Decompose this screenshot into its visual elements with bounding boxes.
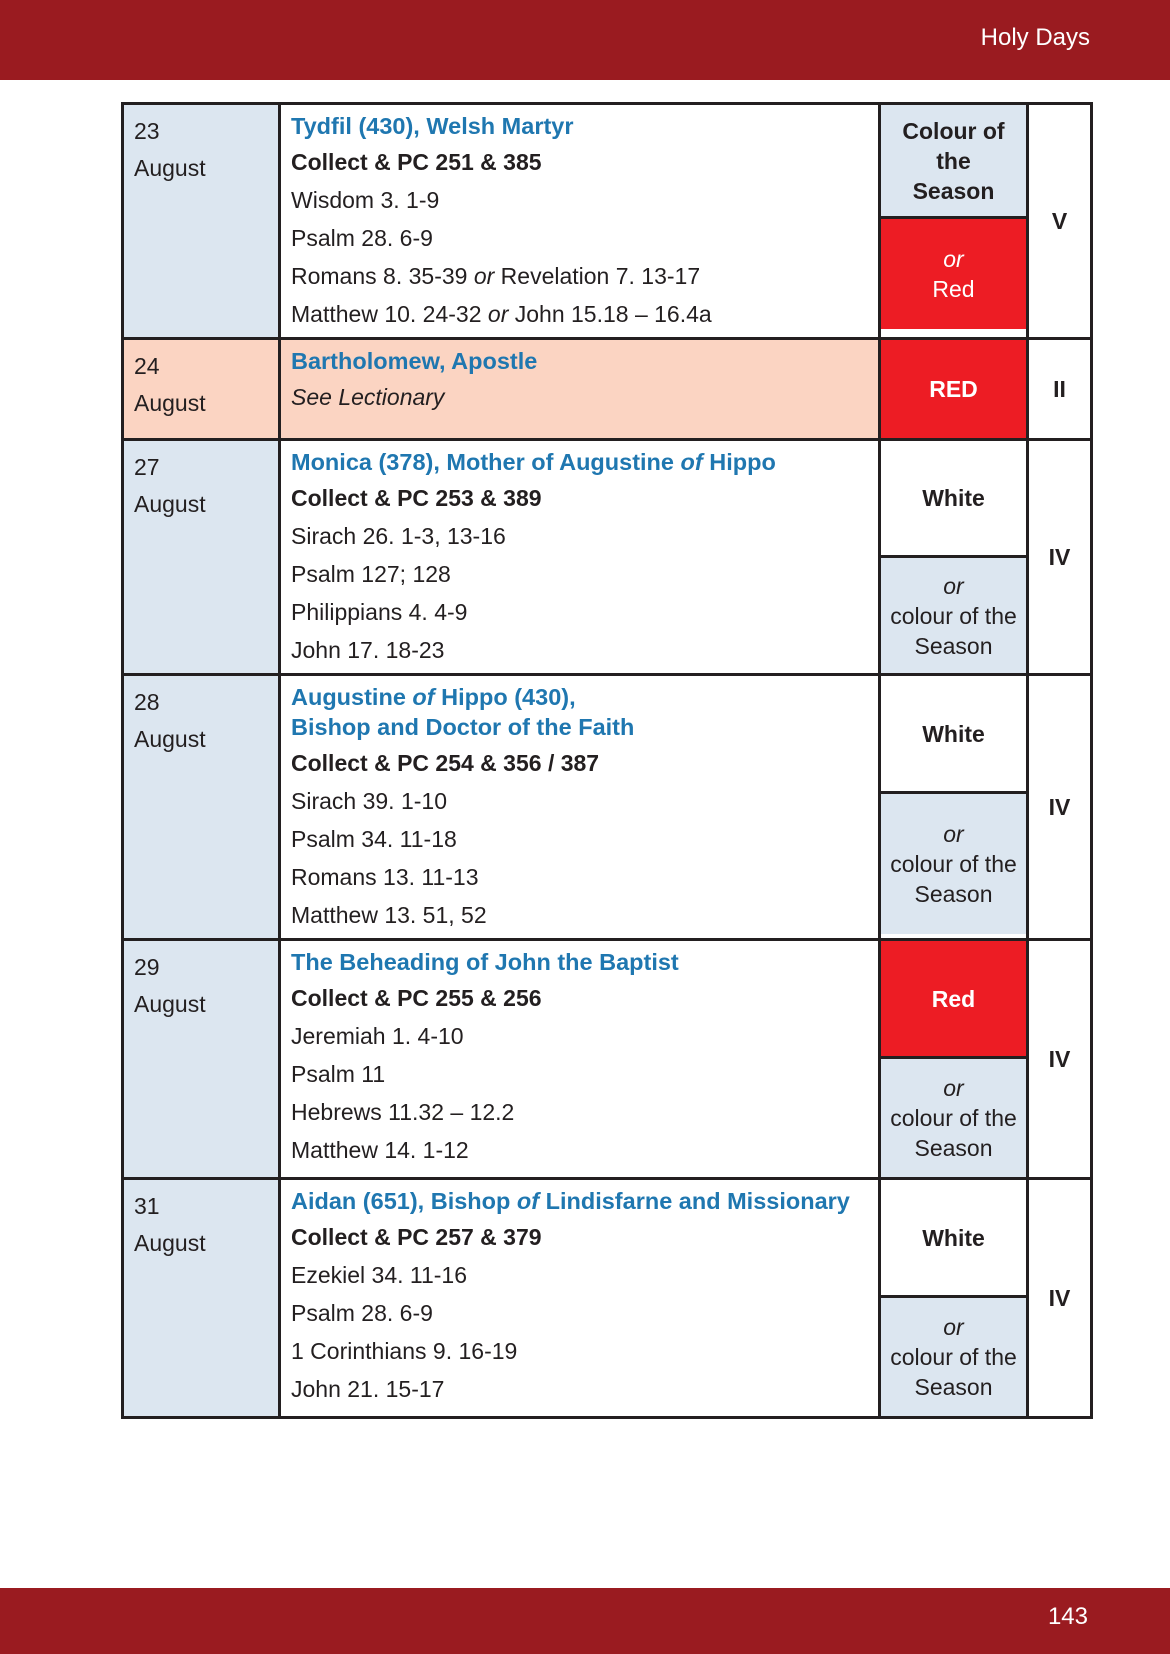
psalm: Psalm 34. 11-18	[291, 826, 457, 852]
liturgical-colour-cell	[880, 940, 1028, 1179]
reading-option: Matthew 10. 24-32	[291, 301, 482, 327]
colour-primary: Red	[881, 941, 1026, 1056]
month-name: August	[134, 991, 206, 1017]
feast-title-line2: Bishop and Doctor of the Faith	[291, 714, 635, 740]
rank-cell: IV	[1028, 1179, 1092, 1418]
reading-option: John 15.18 – 16.4a	[514, 301, 712, 327]
or-connector: or	[487, 301, 509, 327]
readings-cell	[280, 440, 880, 675]
gospel: John 17. 18-23	[291, 637, 445, 663]
feast-title: Monica (378), Mother of Augustine of Hippo	[291, 449, 776, 475]
gospel: Matthew 14. 1-12	[291, 1137, 469, 1163]
month-name: August	[134, 1230, 206, 1256]
month-name: August	[134, 390, 206, 416]
month-name: August	[134, 155, 206, 181]
readings-cell	[280, 1179, 880, 1418]
feast-title: Augustine of Hippo (430),	[291, 684, 576, 710]
collect-reference: Collect & PC 257 & 379	[291, 1224, 542, 1250]
reading: Sirach 39. 1-10	[291, 788, 447, 814]
rank-cell: IV	[1028, 675, 1092, 940]
reading: Philippians 4. 4-9	[291, 599, 468, 625]
feast-title: Aidan (651), Bishop of Lindisfarne and Missionary	[291, 1188, 850, 1214]
collect-reference: Collect & PC 251 & 385	[291, 149, 542, 175]
reading: 1 Corinthians 9. 16-19	[291, 1338, 518, 1364]
colour-primary: Colour of the Season	[881, 105, 1026, 216]
reading: Wisdom 3. 1-9	[291, 187, 440, 213]
or-connector: or	[473, 263, 495, 289]
readings-cell	[280, 104, 880, 339]
psalm: Psalm 28. 6-9	[291, 1300, 433, 1326]
liturgical-colour-cell	[880, 104, 1028, 339]
colour-alternative: or Red	[881, 216, 1026, 329]
reading: Hebrews 11.32 – 12.2	[291, 1099, 515, 1125]
date-cell	[123, 675, 280, 940]
table-row	[123, 339, 1092, 440]
day-number: 24	[134, 353, 160, 379]
readings-cell	[280, 940, 880, 1179]
colour-primary: RED	[881, 340, 1026, 438]
month-name: August	[134, 491, 206, 517]
date-cell	[123, 339, 280, 440]
table-row	[123, 1179, 1092, 1418]
reading-option: Revelation 7. 13-17	[500, 263, 701, 289]
reading: Sirach 26. 1-3, 13-16	[291, 523, 506, 549]
gospel: John 21. 15-17	[291, 1376, 445, 1402]
reading: Romans 13. 11-13	[291, 864, 479, 890]
liturgical-colour-cell	[880, 339, 1028, 440]
psalm: Psalm 28. 6-9	[291, 225, 433, 251]
rank-cell: II	[1028, 339, 1092, 440]
liturgical-colour-cell	[880, 1179, 1028, 1418]
footer-bar	[0, 1588, 1170, 1654]
table-row	[123, 940, 1092, 1179]
gospel	[291, 299, 868, 329]
psalm: Psalm 11	[291, 1061, 386, 1087]
section-title: Holy Days	[980, 24, 1090, 51]
lectionary-table	[121, 102, 1093, 1419]
colour-alternative: or colour of the Season	[881, 1295, 1026, 1416]
header-bar	[0, 0, 1170, 80]
table-row	[123, 104, 1092, 339]
collect-reference: Collect & PC 254 & 356 / 387	[291, 750, 600, 776]
liturgical-colour-cell	[880, 675, 1028, 940]
table-row	[123, 675, 1092, 940]
date-cell	[123, 440, 280, 675]
lectionary-note: See Lectionary	[291, 384, 445, 410]
date-cell	[123, 1179, 280, 1418]
rank-cell: V	[1028, 104, 1092, 339]
reading: Ezekiel 34. 11-16	[291, 1262, 468, 1288]
reading-option: Romans 8. 35-39	[291, 263, 468, 289]
readings-cell	[280, 339, 880, 440]
colour-alternative: or colour of the Season	[881, 555, 1026, 673]
collect-reference: Collect & PC 253 & 389	[291, 485, 542, 511]
table-row	[123, 440, 1092, 675]
readings-cell	[280, 675, 880, 940]
month-name: August	[134, 726, 206, 752]
colour-alternative: or colour of the Season	[881, 791, 1026, 934]
day-number: 27	[134, 454, 160, 480]
feast-title: Bartholomew, Apostle	[291, 348, 538, 374]
feast-title: Tydfil (430), Welsh Martyr	[291, 113, 574, 139]
collect-reference: Collect & PC 255 & 256	[291, 985, 542, 1011]
liturgical-colour-cell	[880, 440, 1028, 675]
gospel: Matthew 13. 51, 52	[291, 902, 487, 928]
page-number: 143	[1047, 1603, 1088, 1630]
day-number: 28	[134, 689, 160, 715]
date-cell	[123, 940, 280, 1179]
day-number: 23	[134, 118, 160, 144]
colour-primary: White	[881, 1180, 1026, 1295]
rank-cell: IV	[1028, 440, 1092, 675]
colour-primary: White	[881, 676, 1026, 791]
feast-title: The Beheading of John the Baptist	[291, 949, 679, 975]
psalm: Psalm 127; 128	[291, 561, 451, 587]
day-number: 29	[134, 954, 160, 980]
reading	[291, 261, 868, 291]
colour-alternative: or colour of the Season	[881, 1056, 1026, 1177]
colour-primary: White	[881, 441, 1026, 555]
day-number: 31	[134, 1193, 160, 1219]
reading: Jeremiah 1. 4-10	[291, 1023, 464, 1049]
rank-cell: IV	[1028, 940, 1092, 1179]
date-cell	[123, 104, 280, 339]
